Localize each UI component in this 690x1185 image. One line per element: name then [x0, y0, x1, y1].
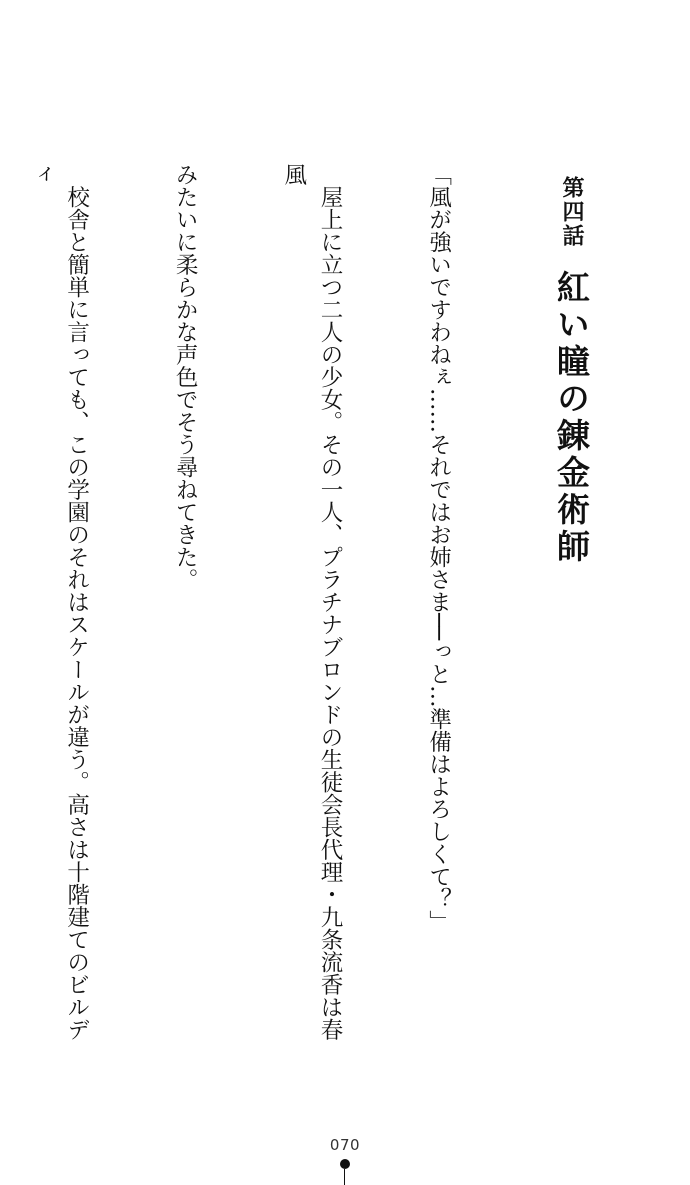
body-line: 「風が強いですわねぇ……それではお姉さま──っと…準備はよろしくて？」	[425, 163, 452, 933]
body-line: 校舎と簡単に言っても、この学園のそれはスケールが違う。高さは十階建てのビルディ	[27, 163, 90, 1041]
page-marker-dot	[340, 1159, 350, 1169]
chapter-number: 第四話	[559, 176, 584, 248]
chapter-title: 紅い瞳の錬金術師	[552, 270, 591, 566]
chapter-heading	[548, 176, 595, 566]
page-marker-line	[344, 1169, 345, 1185]
body-line: みたいに柔らかな声色でそう尋ねてきた。	[172, 163, 199, 591]
page-number: 070	[329, 1136, 361, 1154]
body-text	[0, 163, 529, 1043]
body-line: 屋上に立つ二人の少女。その一人、プラチナブロンドの生徒会長代理・九条流香は春風	[280, 163, 343, 1041]
